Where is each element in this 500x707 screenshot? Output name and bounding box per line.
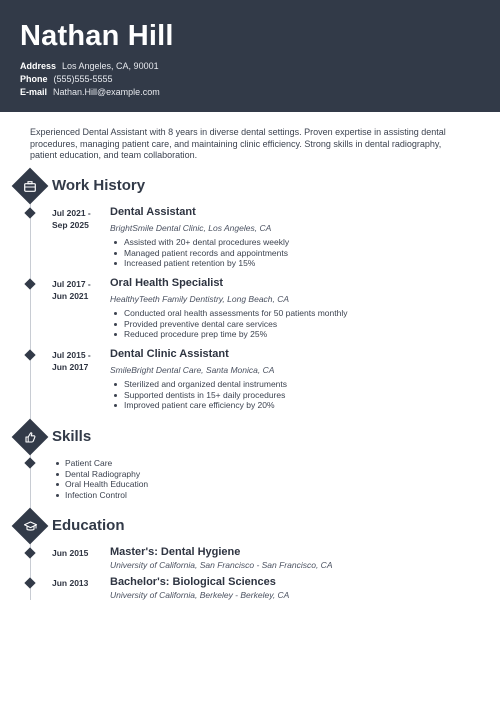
graduation-cap-icon: [17, 513, 43, 539]
contact-value: Nathan.Hill@example.com: [53, 87, 160, 97]
briefcase-icon: [17, 173, 43, 199]
list-item: Oral Health Education: [56, 479, 148, 490]
contact-value: (555)555-5555: [53, 74, 113, 84]
employer: BrightSmile Dental Clinic, Los Angeles, CA: [110, 223, 272, 233]
hand-icon: [17, 424, 43, 450]
list-item: Conducted oral health assessments for 50 patients monthly: [114, 308, 348, 319]
list-item: Provided preventive dental care services: [114, 319, 348, 330]
degree: Master's: Dental Hygiene: [110, 546, 241, 558]
contact-phone: [20, 74, 113, 84]
job-title: Oral Health Specialist: [110, 277, 224, 289]
employer: HealthyTeeth Family Dentistry, Long Beach, CA: [110, 294, 290, 304]
list-item: Sterilized and organized dental instruments: [114, 379, 287, 390]
job-title: Dental Clinic Assistant: [110, 348, 229, 360]
list-item: Increased patient retention by 15%: [114, 258, 289, 269]
date-end: Jun 2017: [52, 362, 89, 372]
job-duties: [114, 379, 287, 411]
contact-address: [20, 61, 159, 71]
job-duties: [114, 237, 289, 269]
list-item: Infection Control: [56, 490, 148, 501]
work-date: [52, 207, 102, 231]
date-end: Sep 2025: [52, 220, 89, 230]
list-item: Managed patient records and appointments: [114, 248, 289, 259]
contact-value: Los Angeles, CA, 90001: [62, 61, 159, 71]
list-item: Assisted with 20+ dental procedures weekly: [114, 237, 289, 248]
timeline-marker: [24, 207, 35, 218]
list-item: Improved patient care efficiency by 20%: [114, 400, 287, 411]
work-date: [52, 278, 102, 302]
date-start: Jul 2017 -: [52, 279, 91, 289]
resume-header: [0, 0, 500, 112]
section-title-work-history: Work History: [52, 177, 146, 194]
contact-label: E-mail: [20, 87, 48, 97]
professional-summary: Experienced Dental Assistant with 8 years in diverse dental settings. Proven expertise in assisting dental procedures, managing patient care, and maintaining clinic efficiency. Strong skills in dental radiography, patient education, and team collaboration.: [30, 127, 446, 160]
list-item: Supported dentists in 15+ daily procedures: [114, 390, 287, 401]
section-title-education: Education: [52, 517, 125, 534]
list-item: Dental Radiography: [56, 469, 148, 480]
contact-email: [20, 87, 160, 97]
timeline-marker: [24, 577, 35, 588]
job-title: Dental Assistant: [110, 206, 196, 218]
contact-label: Address: [20, 61, 57, 71]
contact-label: Phone: [20, 74, 48, 84]
date-start: Jul 2021 -: [52, 208, 91, 218]
date-end: Jun 2021: [52, 291, 89, 301]
degree: Bachelor's: Biological Sciences: [110, 576, 276, 588]
section-title-skills: Skills: [52, 428, 92, 445]
school: University of California, San Francisco - San Francisco, CA: [110, 560, 333, 570]
date-start: Jul 2015 -: [52, 350, 91, 360]
timeline-marker: [24, 349, 35, 360]
timeline-marker: [24, 457, 35, 468]
candidate-name: Nathan Hill: [20, 20, 174, 52]
list-item: Patient Care: [56, 458, 148, 469]
education-date: Jun 2015: [52, 548, 89, 558]
education-date: Jun 2013: [52, 578, 89, 588]
work-date: [52, 349, 102, 373]
skills-list: [56, 458, 148, 500]
job-duties: [114, 308, 348, 340]
school: University of California, Berkeley - Berkeley, CA: [110, 590, 290, 600]
list-item: Reduced procedure prep time by 25%: [114, 329, 348, 340]
timeline-line: [30, 186, 31, 426]
timeline-marker: [24, 547, 35, 558]
employer: SmileBright Dental Care, Santa Monica, CA: [110, 365, 275, 375]
timeline-marker: [24, 278, 35, 289]
